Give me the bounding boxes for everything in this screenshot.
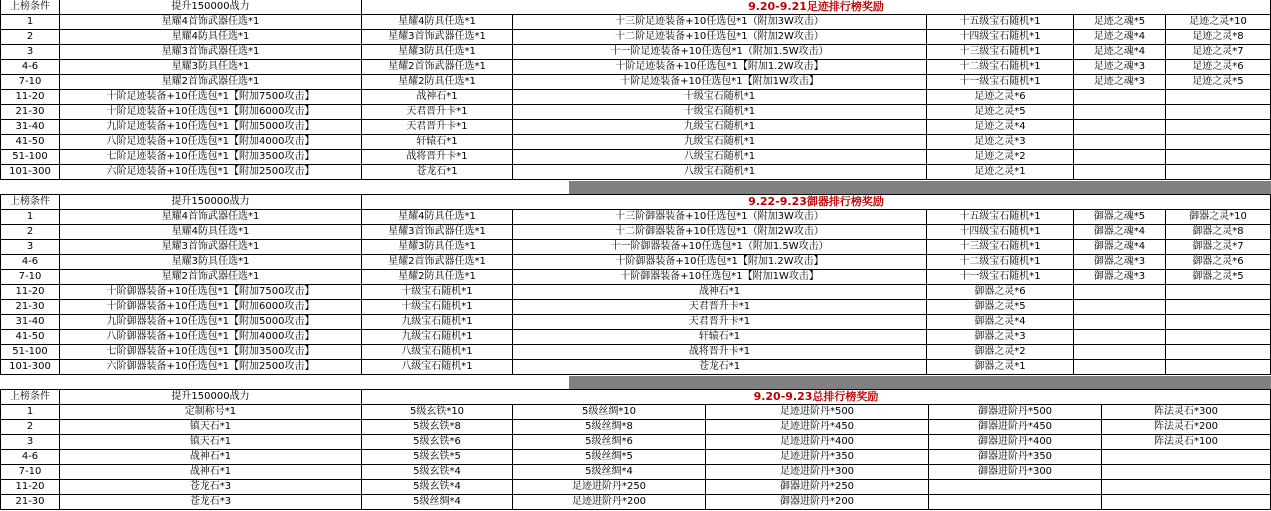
section-artifact-reward-5: 御器之魂*3	[1074, 270, 1166, 285]
section-artifact-section-title: 9.22-9.23御器排行榜奖励	[362, 194, 1271, 210]
section-total-reward-5: 御器进阶丹*300	[929, 465, 1102, 480]
section-total-reward-4: 足迹进阶丹*500	[706, 405, 929, 420]
section-footprint-reward-1: 星耀2首饰武器任选*1	[60, 75, 362, 90]
section-artifact-reward-4: 十一级宝石随机*1	[927, 270, 1074, 285]
section-artifact-condition-header: 提升150000战力	[60, 194, 362, 210]
section-total-reward-3: 足迹进阶丹*250	[513, 480, 706, 495]
section-footprint-reward-5: 足迹之魂*3	[1074, 75, 1166, 90]
section-footprint-reward-2: 轩辕石*1	[362, 135, 513, 150]
section-artifact-reward-6: 御器之灵*10	[1166, 210, 1271, 225]
section-footprint-reward-4: 足迹之灵*3	[927, 135, 1074, 150]
section-footprint-reward-5: 足迹之魂*4	[1074, 45, 1166, 60]
section-total-reward-3: 5级丝绸*6	[513, 435, 706, 450]
section-footprint-reward-4: 十二级宝石随机*1	[927, 60, 1074, 75]
section-footprint-reward-2: 星耀4防具任选*1	[362, 15, 513, 30]
section-footprint-reward-row	[0, 15, 1271, 30]
section-footprint-reward-row	[0, 90, 1271, 105]
section-artifact-empty-cell	[1074, 315, 1166, 330]
section-total-reward-1: 苍龙石*3	[60, 495, 362, 510]
section-total-reward-3: 5级丝绸*4	[513, 465, 706, 480]
section-footprint-section-title: 9.20-9.21足迹排行榜奖励	[362, 0, 1271, 15]
section-footprint-reward-3: 九级宝石随机*1	[513, 135, 927, 150]
section-artifact-reward-2: 十级宝石随机*1	[362, 285, 513, 300]
section-footprint-reward-4: 足迹之灵*2	[927, 150, 1074, 165]
section-artifact-reward-row	[0, 285, 1271, 300]
section-footprint-reward-3: 九级宝石随机*1	[513, 120, 927, 135]
section-footprint-rank-header: 上榜条件	[0, 0, 60, 15]
section-footprint-reward-row	[0, 165, 1271, 180]
section-footprint-reward-3: 十阶足迹装备+10任选包*1【附加1.2W攻击】	[513, 60, 927, 75]
section-artifact-empty-cell	[1166, 285, 1271, 300]
section-artifact-reward-4: 十二级宝石随机*1	[927, 255, 1074, 270]
section-total-reward-2: 5级玄铁*4	[362, 465, 513, 480]
section-footprint-empty-cell	[1166, 135, 1271, 150]
section-total-reward-5: 御器进阶丹*450	[929, 420, 1102, 435]
section-footprint-rank-cell: 11-20	[0, 90, 60, 105]
section-footprint-reward-row	[0, 45, 1271, 60]
section-total-reward-1: 定制称号*1	[60, 405, 362, 420]
section-total-reward-2: 5级玄铁*8	[362, 420, 513, 435]
section-artifact-reward-4: 御器之灵*4	[927, 315, 1074, 330]
section-total-reward-4: 足迹进阶丹*350	[706, 450, 929, 465]
section-artifact-rank-cell: 7-10	[0, 270, 60, 285]
section-artifact-reward-row	[0, 330, 1271, 345]
section-artifact-rank-header: 上榜条件	[0, 194, 60, 210]
section-artifact-reward-4: 御器之灵*2	[927, 345, 1074, 360]
section-artifact-reward-4: 御器之灵*5	[927, 300, 1074, 315]
section-artifact-empty-cell	[1074, 300, 1166, 315]
section-artifact-rank-cell: 11-20	[0, 285, 60, 300]
section-footprint-reward-6: 足迹之灵*10	[1166, 15, 1271, 30]
section-footprint-reward-5: 足迹之魂*4	[1074, 30, 1166, 45]
section-footprint-reward-1: 八阶足迹装备+10任选包*1【附加4000攻击】	[60, 135, 362, 150]
section-total-reward-3: 足迹进阶丹*200	[513, 495, 706, 510]
section-artifact-reward-1: 星耀2首饰武器任选*1	[60, 270, 362, 285]
section-total-rank-cell: 2	[0, 420, 60, 435]
section-artifact-empty-cell	[1166, 330, 1271, 345]
section-footprint-empty-cell	[1166, 105, 1271, 120]
section-artifact-reward-row	[0, 360, 1271, 375]
section-artifact-reward-6: 御器之灵*5	[1166, 270, 1271, 285]
section-footprint-reward-1: 六阶足迹装备+10任选包*1【附加2500攻击】	[60, 165, 362, 180]
section-total-reward-5: 御器进阶丹*500	[929, 405, 1102, 420]
section-footprint-reward-2: 战将晋升卡*1	[362, 150, 513, 165]
section-footprint-reward-2: 星耀3首饰武器任选*1	[362, 30, 513, 45]
section-footprint-empty-cell	[1166, 150, 1271, 165]
section-footprint-reward-2: 星耀3防具任选*1	[362, 45, 513, 60]
section-footprint-reward-5: 足迹之魂*3	[1074, 60, 1166, 75]
section-total-reward-6	[1102, 465, 1271, 480]
section-footprint-rank-cell: 7-10	[0, 75, 60, 90]
section-footprint-reward-3: 八级宝石随机*1	[513, 150, 927, 165]
section-total-rank-cell: 3	[0, 435, 60, 450]
section-artifact-reward-5: 御器之魂*4	[1074, 225, 1166, 240]
section-total-reward-1: 镇天石*1	[60, 435, 362, 450]
section-footprint-empty-cell	[1074, 165, 1166, 180]
section-total-reward-4: 足迹进阶丹*400	[706, 435, 929, 450]
section-divider-band	[569, 376, 1271, 389]
section-artifact-reward-2: 八级宝石随机*1	[362, 345, 513, 360]
section-artifact-empty-cell	[1166, 345, 1271, 360]
section-footprint-reward-row	[0, 135, 1271, 150]
section-artifact-reward-3: 天君晋升卡*1	[513, 315, 927, 330]
section-footprint-empty-cell	[1166, 90, 1271, 105]
section-footprint-empty-cell	[1074, 105, 1166, 120]
section-artifact-reward-1: 星耀3首饰武器任选*1	[60, 240, 362, 255]
section-artifact-reward-3: 十三阶御器装备+10任选包*1（附加3W攻击）	[513, 210, 927, 225]
section-footprint-reward-3: 十级宝石随机*1	[513, 105, 927, 120]
section-footprint-header-row	[0, 0, 1271, 15]
section-total-reward-2: 5级玄铁*4	[362, 480, 513, 495]
section-artifact-reward-row	[0, 315, 1271, 330]
section-total-reward-5: 御器进阶丹*350	[929, 450, 1102, 465]
section-footprint-reward-3: 十级宝石随机*1	[513, 90, 927, 105]
section-footprint-empty-cell	[1074, 150, 1166, 165]
section-divider-band	[569, 181, 1271, 194]
section-footprint-rank-cell: 3	[0, 45, 60, 60]
section-footprint-reward-2: 苍龙石*1	[362, 165, 513, 180]
section-artifact-rank-cell: 2	[0, 225, 60, 240]
section-footprint-reward-row	[0, 150, 1271, 165]
section-footprint-rank-cell: 21-30	[0, 105, 60, 120]
section-footprint-reward-row	[0, 105, 1271, 120]
section-footprint-rank-cell: 31-40	[0, 120, 60, 135]
section-footprint-reward-row	[0, 120, 1271, 135]
section-footprint-reward-2: 星耀2防具任选*1	[362, 75, 513, 90]
section-artifact-reward-4: 御器之灵*3	[927, 330, 1074, 345]
section-footprint-reward-4: 十一级宝石随机*1	[927, 75, 1074, 90]
section-artifact-empty-cell	[1166, 300, 1271, 315]
section-footprint-reward-1: 星耀4防具任选*1	[60, 30, 362, 45]
section-artifact-reward-6: 御器之灵*7	[1166, 240, 1271, 255]
section-total-reward-1: 战神石*1	[60, 465, 362, 480]
section-footprint-condition-header: 提升150000战力	[60, 0, 362, 15]
section-total-reward-6: 阵法灵石*200	[1102, 420, 1271, 435]
section-total-reward-row	[0, 435, 1271, 450]
section-total-rank-cell: 11-20	[0, 480, 60, 495]
section-total-reward-6: 阵法灵石*100	[1102, 435, 1271, 450]
section-artifact-reward-2: 星耀2首饰武器任选*1	[362, 255, 513, 270]
section-footprint-rank-cell: 51-100	[0, 150, 60, 165]
section-footprint-rank-cell: 2	[0, 30, 60, 45]
section-footprint-reward-4: 足迹之灵*5	[927, 105, 1074, 120]
section-artifact-empty-cell	[1074, 285, 1166, 300]
section-artifact-reward-row	[0, 240, 1271, 255]
section-footprint-reward-4: 十四级宝石随机*1	[927, 30, 1074, 45]
section-artifact-rank-cell: 1	[0, 210, 60, 225]
section-footprint-reward-4: 十五级宝石随机*1	[927, 15, 1074, 30]
section-footprint-rank-cell: 41-50	[0, 135, 60, 150]
section-footprint-reward-2: 战神石*1	[362, 90, 513, 105]
section-total-reward-1: 镇天石*1	[60, 420, 362, 435]
section-total-reward-1: 苍龙石*3	[60, 480, 362, 495]
section-footprint-empty-cell	[1074, 120, 1166, 135]
section-total-reward-4: 御器进阶丹*250	[706, 480, 929, 495]
section-total-reward-2: 5级玄铁*10	[362, 405, 513, 420]
section-total-empty-cell	[1102, 495, 1271, 510]
section-total-reward-3: 5级丝绸*8	[513, 420, 706, 435]
section-footprint-reward-row	[0, 60, 1271, 75]
section-footprint-reward-2: 星耀2首饰武器任选*1	[362, 60, 513, 75]
section-artifact-rank-cell: 3	[0, 240, 60, 255]
section-total-reward-row	[0, 465, 1271, 480]
section-footprint-empty-cell	[1074, 135, 1166, 150]
section-total-reward-3: 5级丝绸*10	[513, 405, 706, 420]
section-footprint-reward-row	[0, 75, 1271, 90]
section-artifact-rank-cell: 31-40	[0, 315, 60, 330]
section-footprint-reward-6: 足迹之灵*7	[1166, 45, 1271, 60]
section-total-reward-5: 御器进阶丹*400	[929, 435, 1102, 450]
section-artifact-reward-row	[0, 210, 1271, 225]
section-artifact-reward-row	[0, 345, 1271, 360]
section-artifact-reward-3: 战神石*1	[513, 285, 927, 300]
section-artifact-empty-cell	[1074, 360, 1166, 375]
section-artifact-reward-3: 十阶御器装备+10任选包*1【附加1.2W攻击】	[513, 255, 927, 270]
section-footprint-reward-row	[0, 30, 1271, 45]
section-total-reward-2: 5级玄铁*6	[362, 435, 513, 450]
section-total-reward-6	[1102, 450, 1271, 465]
section-artifact-rank-cell: 51-100	[0, 345, 60, 360]
section-artifact-rank-cell: 21-30	[0, 300, 60, 315]
section-artifact-reward-1: 十阶御器装备+10任选包*1【附加7500攻击】	[60, 285, 362, 300]
section-artifact-reward-6: 御器之灵*6	[1166, 255, 1271, 270]
section-total-empty-cell	[1102, 480, 1271, 495]
section-total-reward-row	[0, 480, 1271, 495]
section-artifact-rank-cell: 41-50	[0, 330, 60, 345]
section-total-reward-3: 5级丝绸*5	[513, 450, 706, 465]
section-artifact-reward-2: 八级宝石随机*1	[362, 360, 513, 375]
section-total-rank-cell: 7-10	[0, 465, 60, 480]
section-total-reward-1: 战神石*1	[60, 450, 362, 465]
section-footprint-empty-cell	[1166, 165, 1271, 180]
section-total-reward-row	[0, 495, 1271, 510]
section-footprint-reward-3: 十阶足迹装备+10任选包*1【附加1W攻击】	[513, 75, 927, 90]
section-artifact-reward-3: 十一阶御器装备+10任选包*1（附加1.5W攻击）	[513, 240, 927, 255]
section-footprint-reward-1: 九阶足迹装备+10任选包*1【附加5000攻击】	[60, 120, 362, 135]
section-footprint-reward-6: 足迹之灵*5	[1166, 75, 1271, 90]
section-artifact-reward-4: 十四级宝石随机*1	[927, 225, 1074, 240]
section-artifact-reward-row	[0, 255, 1271, 270]
section-artifact-reward-1: 星耀4首饰武器任选*1	[60, 210, 362, 225]
section-artifact-reward-1: 星耀3防具任选*1	[60, 255, 362, 270]
section-footprint-reward-1: 七阶足迹装备+10任选包*1【附加3500攻击】	[60, 150, 362, 165]
section-artifact-empty-cell	[1074, 330, 1166, 345]
section-total-reward-4: 足迹进阶丹*300	[706, 465, 929, 480]
section-total-reward-row	[0, 420, 1271, 435]
section-footprint-rank-cell: 101-300	[0, 165, 60, 180]
section-footprint-rank-cell: 1	[0, 15, 60, 30]
section-artifact-reward-1: 星耀4防具任选*1	[60, 225, 362, 240]
section-total-rank-cell: 4-6	[0, 450, 60, 465]
section-footprint-reward-2: 天君晋升卡*1	[362, 120, 513, 135]
section-artifact-reward-2: 九级宝石随机*1	[362, 330, 513, 345]
section-total-reward-6: 阵法灵石*300	[1102, 405, 1271, 420]
section-footprint-reward-6: 足迹之灵*8	[1166, 30, 1271, 45]
section-total-reward-4: 足迹进阶丹*450	[706, 420, 929, 435]
section-total-rank-header: 上榜条件	[0, 389, 60, 405]
section-artifact-reward-2: 九级宝石随机*1	[362, 315, 513, 330]
section-artifact-reward-3: 十阶御器装备+10任选包*1【附加1W攻击】	[513, 270, 927, 285]
section-footprint-reward-1: 十阶足迹装备+10任选包*1【附加7500攻击】	[60, 90, 362, 105]
section-footprint-reward-3: 十三阶足迹装备+10任选包*1（附加3W攻击）	[513, 15, 927, 30]
section-artifact-header-row	[0, 195, 1271, 210]
section-artifact-reward-row	[0, 270, 1271, 285]
section-artifact-reward-1: 十阶御器装备+10任选包*1【附加6000攻击】	[60, 300, 362, 315]
section-artifact-reward-2: 星耀2防具任选*1	[362, 270, 513, 285]
section-total-reward-4: 御器进阶丹*200	[706, 495, 929, 510]
section-total-header-row	[0, 390, 1271, 405]
section-footprint-reward-4: 十三级宝石随机*1	[927, 45, 1074, 60]
section-footprint-reward-4: 足迹之灵*4	[927, 120, 1074, 135]
section-artifact-reward-2: 十级宝石随机*1	[362, 300, 513, 315]
section-total-rank-cell: 21-30	[0, 495, 60, 510]
section-artifact-reward-2: 星耀4防具任选*1	[362, 210, 513, 225]
section-total-rank-cell: 1	[0, 405, 60, 420]
section-footprint-reward-1: 星耀3防具任选*1	[60, 60, 362, 75]
section-footprint-reward-2: 天君晋升卡*1	[362, 105, 513, 120]
section-footprint-rank-cell: 4-6	[0, 60, 60, 75]
section-artifact-reward-4: 十三级宝石随机*1	[927, 240, 1074, 255]
section-artifact-reward-row	[0, 300, 1271, 315]
section-artifact-reward-3: 苍龙石*1	[513, 360, 927, 375]
section-artifact-reward-4: 御器之灵*1	[927, 360, 1074, 375]
section-artifact-reward-1: 六阶御器装备+10任选包*1【附加2500攻击】	[60, 360, 362, 375]
section-footprint-reward-3: 八级宝石随机*1	[513, 165, 927, 180]
section-artifact-reward-6: 御器之灵*8	[1166, 225, 1271, 240]
section-total-empty-cell	[929, 480, 1102, 495]
section-footprint-empty-cell	[1166, 120, 1271, 135]
section-artifact-reward-5: 御器之魂*3	[1074, 255, 1166, 270]
section-footprint-reward-6: 足迹之灵*6	[1166, 60, 1271, 75]
section-footprint-reward-1: 星耀4首饰武器任选*1	[60, 15, 362, 30]
section-artifact-empty-cell	[1166, 315, 1271, 330]
section-total-reward-2: 5级玄铁*5	[362, 450, 513, 465]
section-footprint-reward-4: 足迹之灵*6	[927, 90, 1074, 105]
section-footprint-reward-1: 星耀3首饰武器任选*1	[60, 45, 362, 60]
section-footprint-reward-5: 足迹之魂*5	[1074, 15, 1166, 30]
section-artifact-reward-2: 星耀3首饰武器任选*1	[362, 225, 513, 240]
section-footprint-reward-3: 十一阶足迹装备+10任选包*1（附加1.5W攻击）	[513, 45, 927, 60]
section-artifact-empty-cell	[1074, 345, 1166, 360]
section-artifact-reward-3: 天君晋升卡*1	[513, 300, 927, 315]
section-total-section-title: 9.20-9.23总排行榜奖励	[362, 389, 1271, 405]
section-footprint-reward-1: 十阶足迹装备+10任选包*1【附加6000攻击】	[60, 105, 362, 120]
section-artifact-reward-5: 御器之魂*5	[1074, 210, 1166, 225]
section-artifact-reward-5: 御器之魂*4	[1074, 240, 1166, 255]
section-artifact-rank-cell: 4-6	[0, 255, 60, 270]
section-artifact-reward-2: 星耀3防具任选*1	[362, 240, 513, 255]
section-artifact-reward-4: 御器之灵*6	[927, 285, 1074, 300]
section-total-reward-2: 5级丝绸*4	[362, 495, 513, 510]
section-total-empty-cell	[929, 495, 1102, 510]
section-footprint-empty-cell	[1074, 90, 1166, 105]
section-artifact-reward-4: 十五级宝石随机*1	[927, 210, 1074, 225]
section-artifact-rank-cell: 101-300	[0, 360, 60, 375]
section-artifact-reward-row	[0, 225, 1271, 240]
section-artifact-reward-1: 九阶御器装备+10任选包*1【附加5000攻击】	[60, 315, 362, 330]
section-footprint-reward-4: 足迹之灵*1	[927, 165, 1074, 180]
section-artifact-reward-1: 七阶御器装备+10任选包*1【附加3500攻击】	[60, 345, 362, 360]
section-footprint-reward-3: 十二阶足迹装备+10任选包*1（附加2W攻击）	[513, 30, 927, 45]
section-total-reward-row	[0, 405, 1271, 420]
section-artifact-reward-3: 十二阶御器装备+10任选包*1（附加2W攻击）	[513, 225, 927, 240]
section-artifact-reward-3: 轩辕石*1	[513, 330, 927, 345]
section-artifact-empty-cell	[1166, 360, 1271, 375]
section-artifact-reward-3: 战将晋升卡*1	[513, 345, 927, 360]
section-total-condition-header: 提升150000战力	[60, 389, 362, 405]
section-artifact-reward-1: 八阶御器装备+10任选包*1【附加4000攻击】	[60, 330, 362, 345]
section-total-reward-row	[0, 450, 1271, 465]
